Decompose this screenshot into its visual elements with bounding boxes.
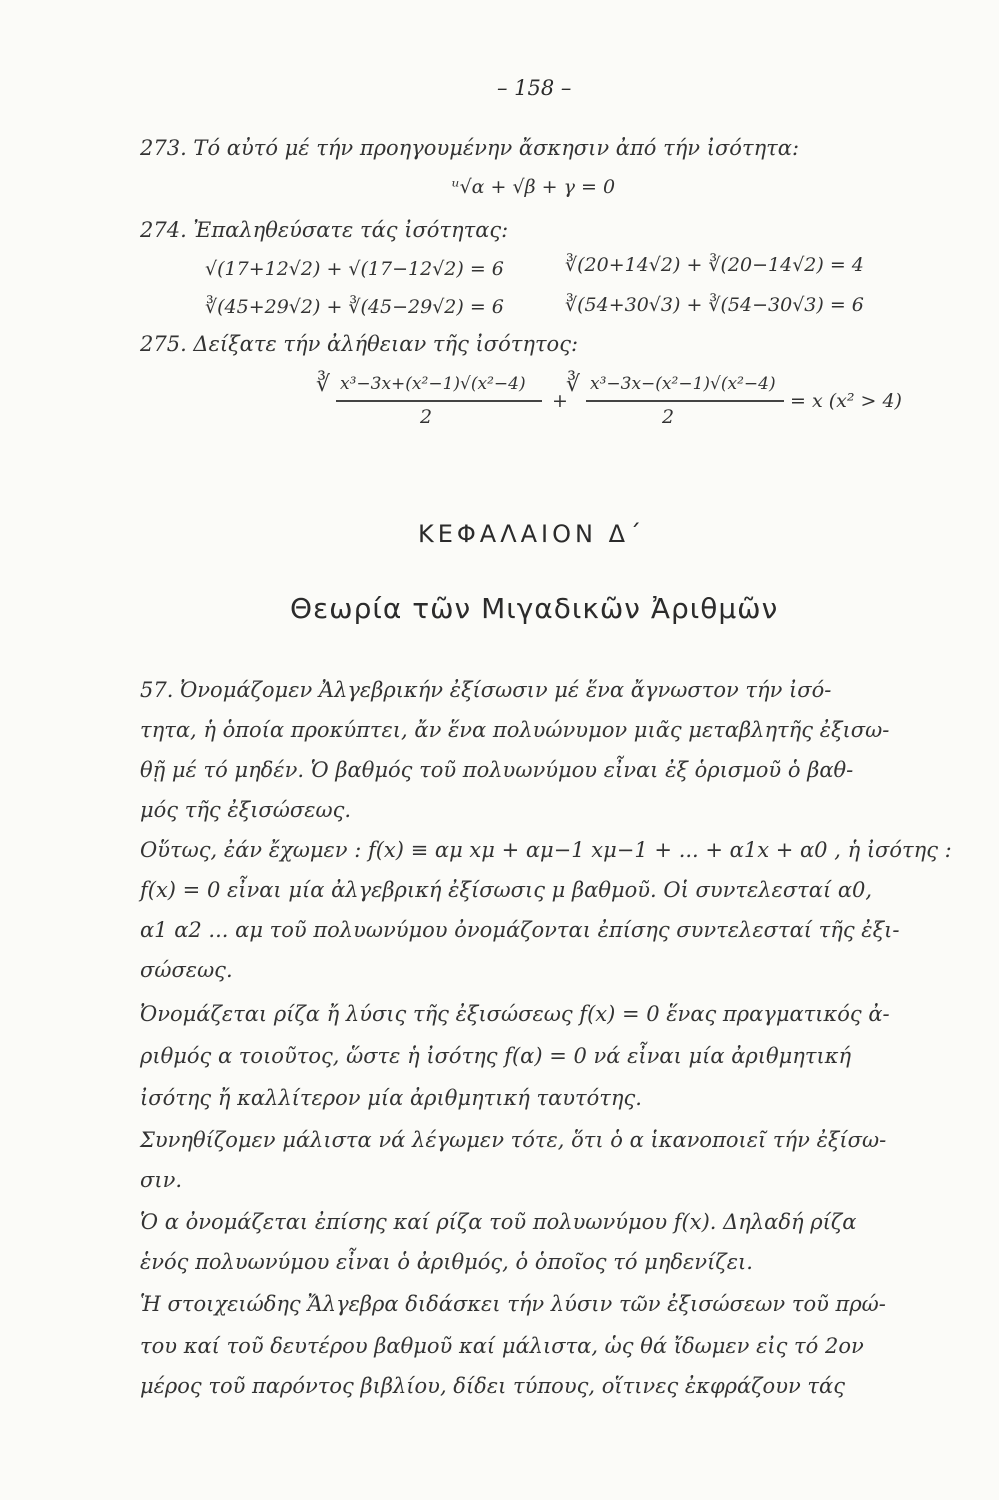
body-line: μός τῆς ἐξισώσεως. xyxy=(140,798,352,822)
chapter-title: Θεωρία τῶν Μιγαδικῶν Ἀριθμῶν xyxy=(290,592,779,625)
cube-root-sign-2: ∛ xyxy=(566,372,581,397)
body-line: μέρος τοῦ παρόντος βιβλίου, δίδει τύπους, οἵτινες ἐκφράζουν τάς xyxy=(140,1374,845,1398)
body-line: Συνηθίζομεν μάλιστα νά λέγωμεν τότε, ὅτι ὁ α ἱκανοποιεῖ τήν ἐξίσω- xyxy=(140,1128,887,1152)
page-number: – 158 – xyxy=(497,76,572,100)
body-line: του καί τοῦ δευτέρου βαθμοῦ καί μάλιστα, ὡς θά ἴδωμεν εἰς τό 2ον xyxy=(140,1334,864,1358)
body-line: Ἡ στοιχειώδης Ἄλγεβρα διδάσκει τήν λύσιν τῶν ἐξισώσεων τοῦ πρώ- xyxy=(140,1292,886,1316)
body-line: ἰσότης ἤ καλλίτερον μία ἀριθμητική ταυτότης. xyxy=(140,1086,642,1110)
body-line: ριθμός α τοιοῦτος, ὥστε ἡ ἰσότης f(α) = 0 νά εἶναι μία ἀριθμητική xyxy=(140,1044,852,1068)
fraction-1-denominator: 2 xyxy=(420,406,433,428)
body-line: 57. Ὀνομάζομεν Ἀλγεβρικήν ἐξίσωσιν μέ ἕνα ἄγνωστον τήν ἰσό- xyxy=(140,678,832,702)
body-line: σώσεως. xyxy=(140,958,233,982)
body-line: τητα, ἡ ὁποία προκύπτει, ἄν ἕνα πολυώνυμον μιᾶς μεταβλητῆς ἐξισω- xyxy=(140,718,890,742)
exercise-274-eq2: ∛(20+14√2) + ∛(20−14√2) = 4 xyxy=(565,254,864,276)
exercise-273-formula: ᵘ√α + √β + γ = 0 xyxy=(452,176,616,198)
fraction-1-bar xyxy=(336,400,542,402)
exercise-274-eq1: √(17+12√2) + √(17−12√2) = 6 xyxy=(205,258,504,280)
plus-sign: + xyxy=(552,390,568,412)
fraction-1-numerator: x³−3x+(x²−1)√(x²−4) xyxy=(340,374,526,394)
body-line: Ὁ α ὀνομάζεται ἐπίσης καί ρίζα τοῦ πολυωνύμου f(x). Δηλαδή ρίζα xyxy=(140,1210,857,1234)
body-line: Ὀνομάζεται ρίζα ἤ λύσις τῆς ἐξισώσεως f(x) = 0 ἕνας πραγματικός ἀ- xyxy=(140,1002,890,1026)
fraction-2-numerator: x³−3x−(x²−1)√(x²−4) xyxy=(590,374,776,394)
exercise-274-eq4: ∛(54+30√3) + ∛(54−30√3) = 6 xyxy=(565,294,864,316)
body-line: f(x) = 0 εἶναι μία ἀλγεβρική ἐξίσωσις μ βαθμοῦ. Οἱ συντελεσταί α0, xyxy=(140,878,873,902)
fraction-2-bar xyxy=(586,400,784,402)
formula-rhs: = x (x² > 4) xyxy=(790,390,902,412)
chapter-heading: ΚΕΦΑΛΑΙΟΝ Δ΄ xyxy=(418,520,646,548)
exercise-274-eq3: ∛(45+29√2) + ∛(45−29√2) = 6 xyxy=(205,296,504,318)
exercise-273-text: 273. Τό αὐτό μέ τήν προηγουμένην ἄσκησιν ἀπό τήν ἰσότητα: xyxy=(140,136,800,160)
exercise-274-text: 274. Ἐπαληθεύσατε τάς ἰσότητας: xyxy=(140,218,509,242)
exercise-275-text: 275. Δείξατε τήν ἀλήθειαν τῆς ἰσότητος: xyxy=(140,332,579,356)
body-line: ἑνός πολυωνύμου εἶναι ὁ ἀριθμός, ὁ ὁποῖος τό μηδενίζει. xyxy=(140,1250,753,1274)
body-line: σιν. xyxy=(140,1168,183,1192)
body-line: θῇ μέ τό μηδέν. Ὁ βαθμός τοῦ πολυωνύμου εἶναι ἐξ ὁρισμοῦ ὁ βαθ- xyxy=(140,758,854,782)
body-line: Οὕτως, ἐάν ἔχωμεν : f(x) ≡ αμ xμ + αμ−1 xμ−1 + ... + α1x + α0 , ἡ ἰσότης : xyxy=(140,838,952,862)
body-line: α1 α2 ... αμ τοῦ πολυωνύμου ὀνομάζονται ἐπίσης συντελεσταί τῆς ἐξι- xyxy=(140,918,900,942)
cube-root-sign-1: ∛ xyxy=(316,372,331,397)
fraction-2-denominator: 2 xyxy=(662,406,675,428)
